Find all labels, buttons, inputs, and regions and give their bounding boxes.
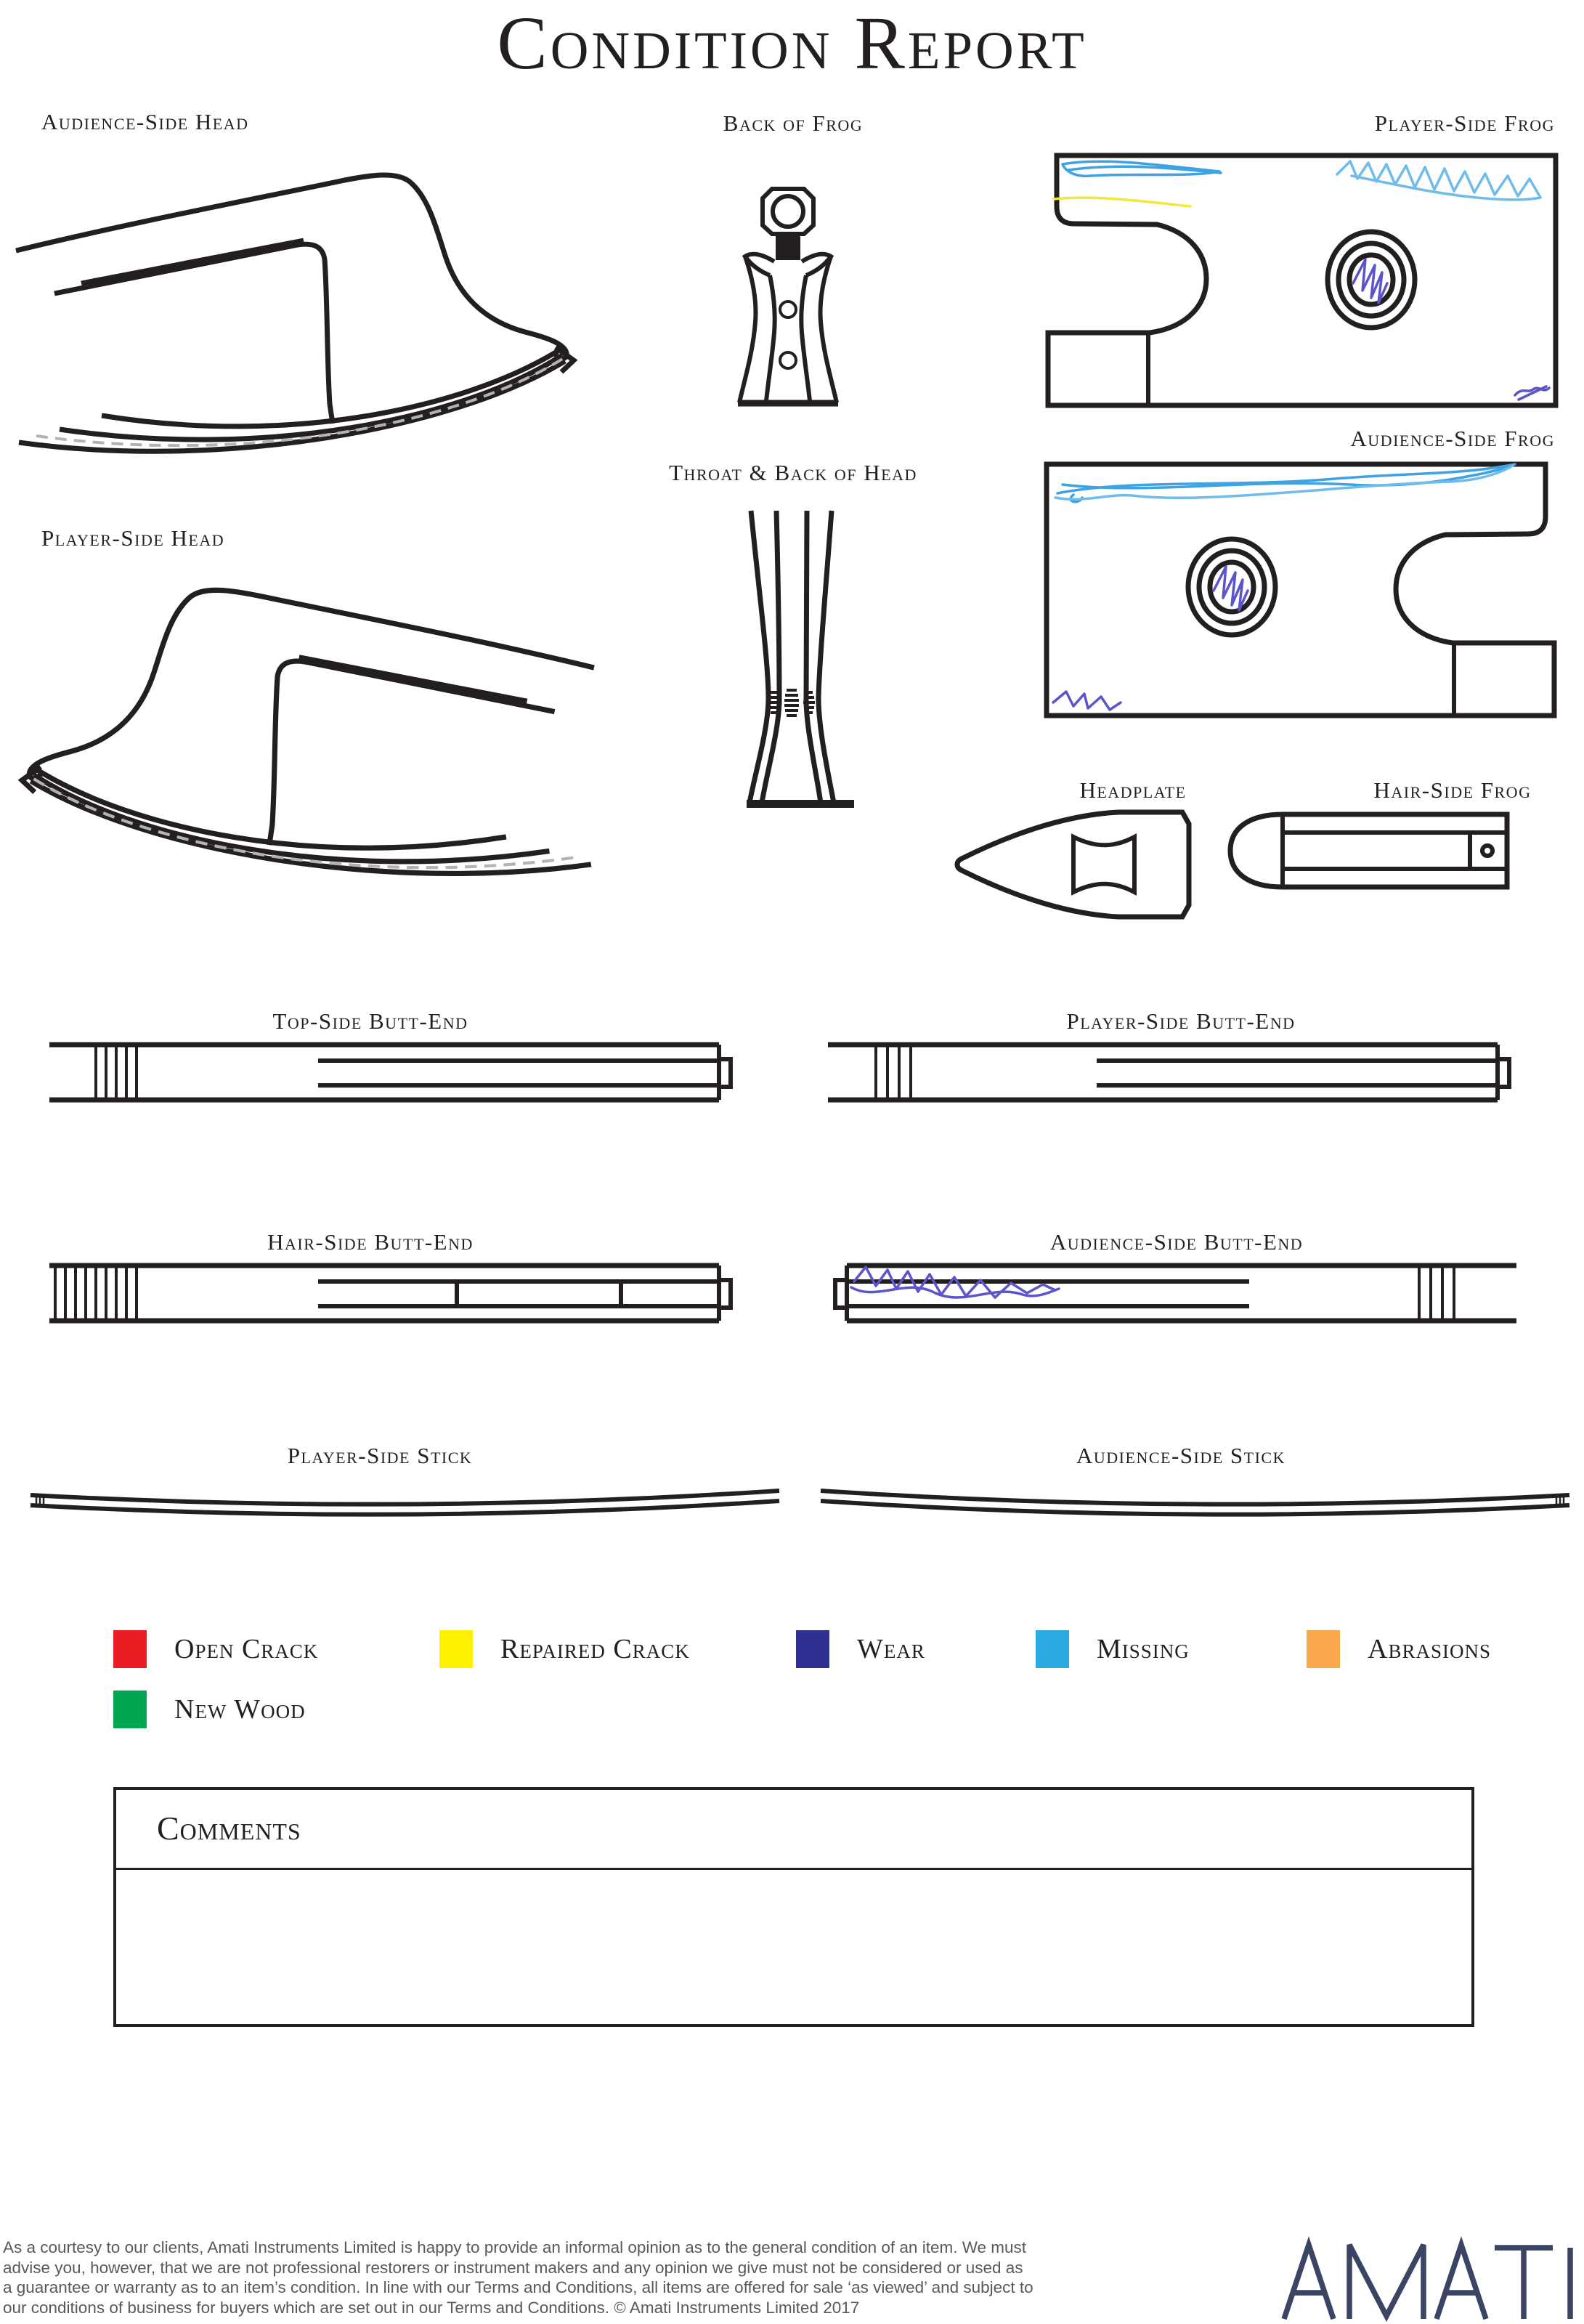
missing-annotation-scribble [1063,161,1221,176]
audience-side-stick-drawing [819,1486,1571,1527]
lapping-lines [96,1045,137,1100]
section-label-back-of-frog: Back of Frog [723,110,864,136]
throat-base-bar [747,800,854,808]
audience-side-frog-drawing [1044,463,1556,718]
footer-line: advise you, however, that we are not professional restorers or instrument makers and any opinion we give must not be considered or used as [3,2258,1023,2277]
comments-title: Comments [157,1810,301,1847]
section-label-player-side-head: Player-Side Head [41,525,225,551]
lapping-lines [1419,1266,1454,1321]
section-label-hair-side-butt-end: Hair-Side Butt-End [267,1229,474,1255]
missing-annotation-scribble-right [1337,161,1540,200]
footer-disclaimer [3,2238,1179,2317]
lapping-lines [876,1045,911,1100]
top-side-butt-end-drawing [49,1042,732,1104]
headplate-mortise [1073,837,1134,892]
legend-label-missing: Missing [1097,1634,1190,1664]
section-label-top-side-butt-end: Top-Side Butt-End [272,1008,468,1034]
section-label-audience-side-stick: Audience-Side Stick [1076,1443,1286,1468]
legend-swatch-abrasions [1307,1630,1340,1668]
legend-label-repaired-crack: Repaired Crack [500,1634,690,1664]
legend-label-open-crack: Open Crack [174,1634,319,1664]
section-label-throat-back-of-head: Throat & Back of Head [669,460,917,485]
amati-logo [1283,2242,1575,2322]
section-label-headplate: Headplate [1079,777,1187,803]
legend-label-wear: Wear [857,1634,925,1664]
hair-side-frog-outline [1230,814,1507,887]
player-side-head-drawing [15,556,596,890]
section-label-player-side-stick: Player-Side Stick [287,1443,473,1468]
screw-shank [776,234,800,260]
legend-swatch-open-crack [113,1630,147,1668]
footer-line: our conditions of business for buyers which are set out in our Terms and Conditions. © Amati Instruments Limited 2017 [3,2298,860,2317]
legend-swatch-missing [1036,1630,1069,1668]
legend-swatch-wear [796,1630,829,1668]
section-label-audience-side-frog: Audience-Side Frog [1350,426,1555,451]
page-title: Condition Report [497,1,1087,85]
player-side-butt-end-drawing [828,1042,1511,1104]
head-front-line [54,244,333,424]
frog-eye [1188,539,1275,635]
wear-annotation-corner [1053,692,1121,710]
legend-label-abrasions: Abrasions [1368,1634,1491,1664]
legend-swatch-new-wood [113,1691,147,1728]
frog-outer-right [821,256,837,402]
lapping-lines [55,1266,137,1321]
player-side-stick-drawing [29,1486,781,1527]
signature-scribble [1515,386,1549,400]
footer-line: a guarantee or warranty as to an item’s condition. In line with our Terms and Conditions, all items are offered for sale ‘as viewed’ and subject to [3,2278,1033,2296]
comments-box [113,1787,1474,2027]
legend-swatch-repaired-crack [439,1630,473,1668]
section-label-hair-side-frog: Hair-Side Frog [1373,777,1532,803]
hair-side-butt-end-drawing [49,1263,732,1325]
hair-side-frog-drawing [1227,812,1511,889]
section-label-player-side-butt-end: Player-Side Butt-End [1066,1008,1296,1034]
frog-inner-right [801,275,810,401]
adjuster-button-eye [773,196,803,227]
frog-outer-left [739,256,755,402]
footer-line: As a courtesy to our clients, Amati Instruments Limited is happy to provide an informal opinion as to the general condition of an item. We must [3,2238,1027,2256]
frog-outline [1047,464,1554,716]
headplate-drawing [951,809,1191,920]
comments-input-area[interactable] [116,1872,1471,2027]
section-label-audience-side-butt-end: Audience-Side Butt-End [1049,1229,1304,1255]
comments-header [116,1790,1471,1870]
frog-inner-left [766,275,775,401]
legend-label-new-wood: New Wood [174,1694,306,1725]
repaired-crack-annotation [1054,198,1190,206]
ferrule-pin [1482,846,1492,856]
section-label-audience-side-head: Audience-Side Head [41,109,249,134]
audience-side-butt-end-drawing [834,1263,1516,1325]
frog-outline [1048,155,1556,405]
audience-side-head-drawing [15,142,581,458]
amati-logo-letters [1284,2245,1570,2319]
back-of-frog-drawing [734,187,842,407]
frog-eye [1328,232,1415,328]
player-side-frog-drawing [1047,154,1558,407]
head-outline [16,175,566,359]
throat-back-of-head-drawing [747,511,856,810]
section-label-player-side-frog: Player-Side Frog [1374,110,1555,136]
head-ridge-line [81,240,304,283]
